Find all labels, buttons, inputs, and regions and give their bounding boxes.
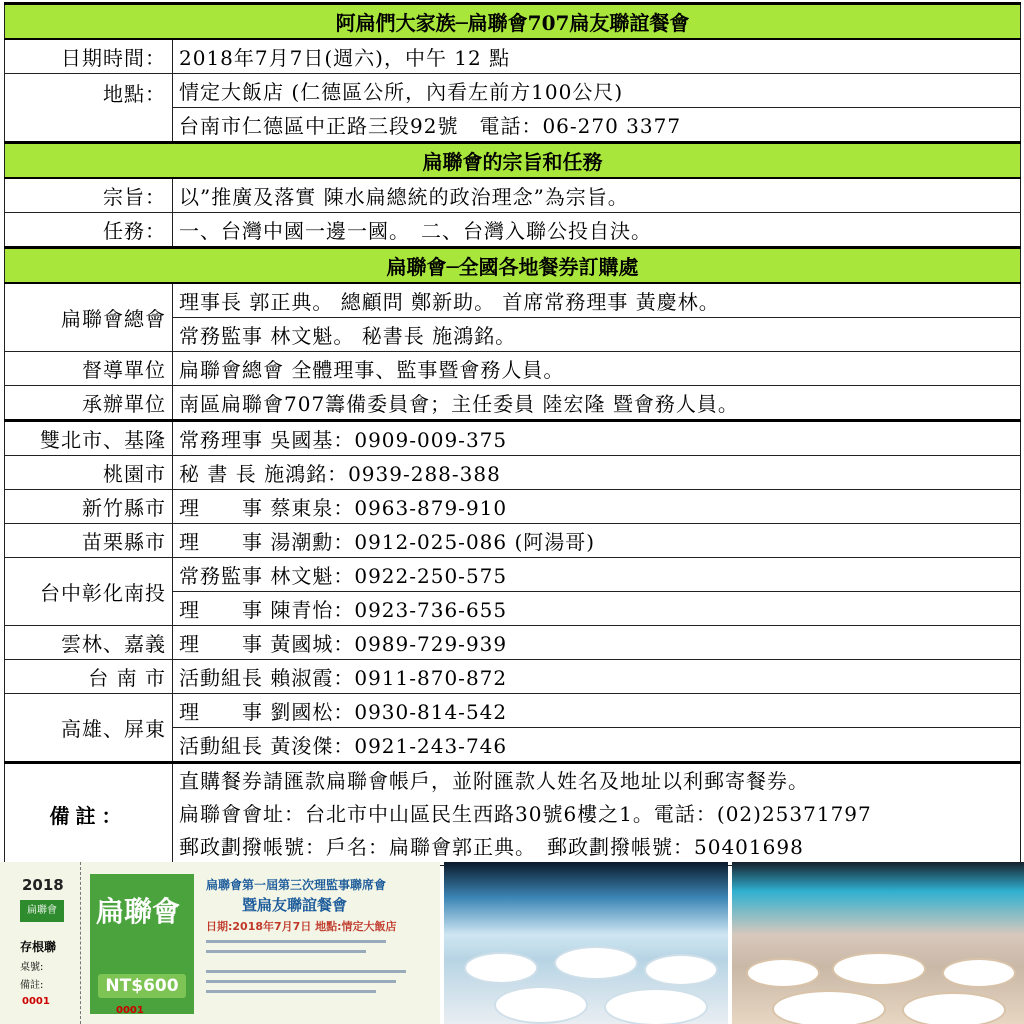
hq-line-1: 理事長 郭正典。 總顧問 鄭新助。 首席常務理事 黃慶林。 [173, 283, 1021, 318]
stub-number: 0001 [22, 996, 50, 1007]
region-contact: 秘 書 長 施鴻銘：0939-288-388 [173, 456, 1021, 490]
region-contact: 常務理事 吳國基：0909-009-375 [173, 421, 1021, 456]
ticket-title-2: 暨扁友聯誼餐會 [242, 896, 348, 914]
purpose-label: 宗旨： [5, 178, 173, 213]
notes-line-3: 郵政劃撥帳號：戶名：扁聯會郭正典。 郵政劃撥帳號：50401698 [179, 835, 804, 859]
supervisor-label: 督導單位 [5, 352, 173, 386]
purpose-value: 以”推廣及落實 陳水扁總統的政治理念”為宗旨。 [173, 178, 1021, 213]
region-label: 桃園市 [5, 456, 173, 490]
date-label: 日期時間： [5, 39, 173, 74]
ticket-image [0, 862, 440, 1024]
region-contact: 理 事 黃國城：0989-729-939 [173, 626, 1021, 660]
stub-title: 存根聯 [20, 940, 57, 954]
region-label: 高雄、屏東 [5, 694, 173, 763]
notes-label: 備註： [5, 763, 173, 866]
ticket-date: 日期:2018年7月7日 地點:情定大飯店 [206, 920, 397, 933]
header-ticket-outlets: 扁聯會─全國各地餐券訂購處 [5, 248, 1021, 284]
ticket-number: 0001 [116, 1005, 144, 1016]
ticket-text-line [206, 970, 406, 973]
ticket-price: NT$600 [98, 974, 186, 998]
region-label: 雲林、嘉義 [5, 626, 173, 660]
region-label: 雙北市、基隆 [5, 421, 173, 456]
place-value: 情定大飯店 (仁德區公所，內看左前方100公尺) [173, 74, 1021, 108]
date-value: 2018年7月7日(週六)，中午 12 點 [173, 39, 1021, 74]
region-contact: 活動組長 賴淑霞：0911-870-872 [173, 660, 1021, 694]
ticket-text-line [206, 940, 386, 943]
host-value: 南區扁聯會707籌備委員會；主任委員 陸宏隆 暨會務人員。 [173, 386, 1021, 421]
header-mission: 扁聯會的宗旨和任務 [5, 143, 1021, 179]
region-contact: 理 事 蔡東泉：0963-879-910 [173, 490, 1021, 524]
place-label: 地點： [5, 74, 173, 143]
ticket-text-line [206, 990, 376, 993]
banquet-hall-photo-1 [444, 862, 728, 1024]
notes-line-1: 直購餐券請匯款扁聯會帳戶，並附匯款人姓名及地址以利郵寄餐券。 [179, 769, 809, 793]
event-notice-table [4, 2, 1020, 866]
hq-line-2: 常務監事 林文魁。 秘書長 施鴻銘。 [173, 318, 1021, 352]
banquet-hall-photo-2 [732, 862, 1024, 1024]
ticket-title-1: 扁聯會第一屆第三次理監事聯席會 [206, 878, 387, 892]
stub-logo: 扁聯會 [20, 900, 64, 922]
ticket-brand-panel [90, 874, 194, 1014]
region-label: 苗栗縣市 [5, 524, 173, 558]
notes-line-2: 扁聯會會址：台北市中山區民生西路30號6樓之1。電話：(02)25371797 [179, 802, 872, 826]
supervisor-value: 扁聯會總會 全體理事、監事暨會務人員。 [173, 352, 1021, 386]
ticket-brand: 扁聯會 [96, 895, 181, 928]
region-contact: 理 事 劉國松：0930-814-542 [173, 694, 1021, 728]
stub-seat: 桌號: [20, 962, 44, 973]
ticket-stub [0, 862, 81, 1024]
address-value: 台南市仁德區中正路三段92號 電話：06-270 3377 [173, 108, 1021, 143]
host-label: 承辦單位 [5, 386, 173, 421]
region-contact: 理 事 陳青怡：0923-736-655 [173, 592, 1021, 626]
stub-note: 備註: [20, 980, 44, 991]
region-contact: 常務監事 林文魁：0922-250-575 [173, 558, 1021, 592]
region-label: 台 南 市 [5, 660, 173, 694]
region-contact: 理 事 湯潮勳：0912-025-086 (阿湯哥) [173, 524, 1021, 558]
stub-year: 2018 [22, 876, 64, 894]
region-label: 台中彰化南投 [5, 558, 173, 626]
region-contact: 活動組長 黃浚傑：0921-243-746 [173, 728, 1021, 763]
region-label: 新竹縣市 [5, 490, 173, 524]
task-label: 任務： [5, 213, 173, 248]
ticket-text-line [206, 950, 366, 953]
task-value: 一、台灣中國一邊一國。 二、台灣入聯公投自決。 [173, 213, 1021, 248]
header-event-title: 阿扁們大家族─扁聯會707扁友聯誼餐會 [5, 4, 1021, 40]
ticket-body [82, 862, 440, 1024]
hq-label: 扁聯會總會 [5, 283, 173, 352]
photo-strip [0, 862, 1024, 1024]
ticket-text-line [206, 980, 396, 983]
